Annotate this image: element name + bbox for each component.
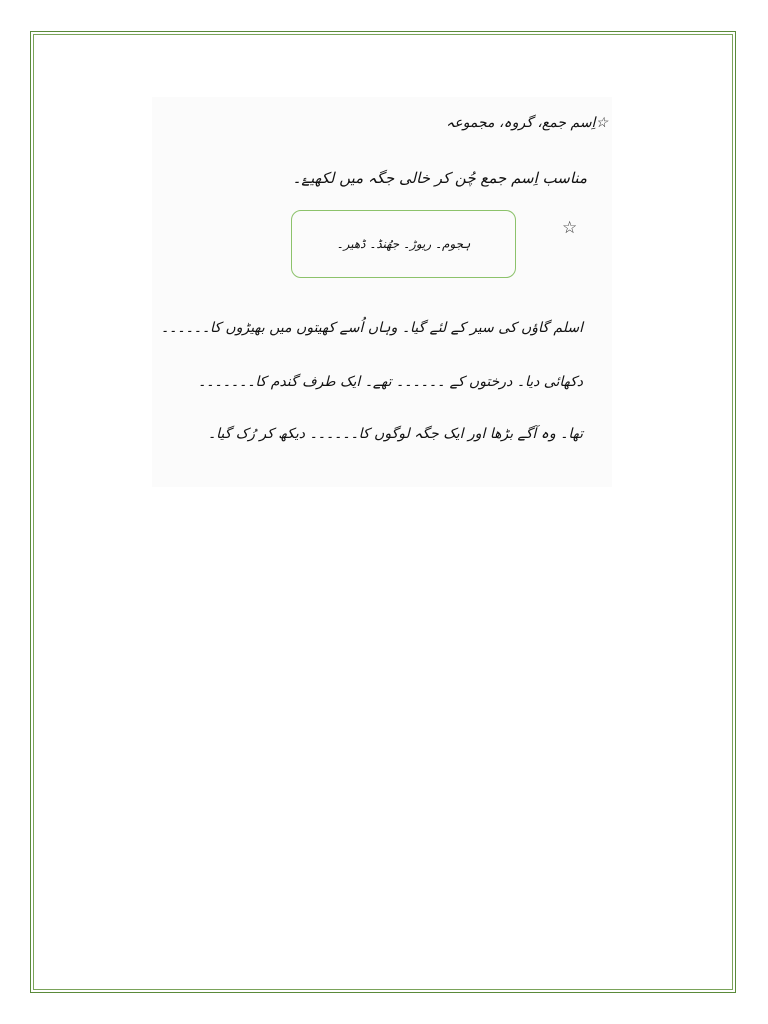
word-bank-box — [291, 210, 516, 278]
paragraph-line-2: دکھائی دیا۔ درختوں کے ۔۔۔۔۔۔ تھے۔ ایک طرف گندم کا۔۔۔۔۔۔۔ — [197, 374, 583, 390]
word-bank-text: ہجوم۔ ریوڑ۔ جھُنڈ۔ ڈھیر۔ — [336, 237, 471, 251]
paragraph-line-3: تھا۔ وہ آگے بڑھا اور ایک جگہ لوگوں کا۔۔۔۔۔۔ دیکھ کر رُک گیا۔ — [207, 426, 583, 442]
instruction-text: مناسب اِسم جمع چُن کر خالی جگہ میں لکھیۓ۔ — [292, 169, 587, 187]
star-icon: ☆ — [562, 218, 578, 238]
worksheet-title: ☆اِسم جمع، گروہ، مجموعہ — [446, 115, 608, 131]
paragraph-line-1: اسلم گاؤں کی سیر کے لئے گیا۔ وہاں اُسے کھیتوں میں بھیڑوں کا۔۔۔۔۔۔ — [160, 320, 583, 336]
